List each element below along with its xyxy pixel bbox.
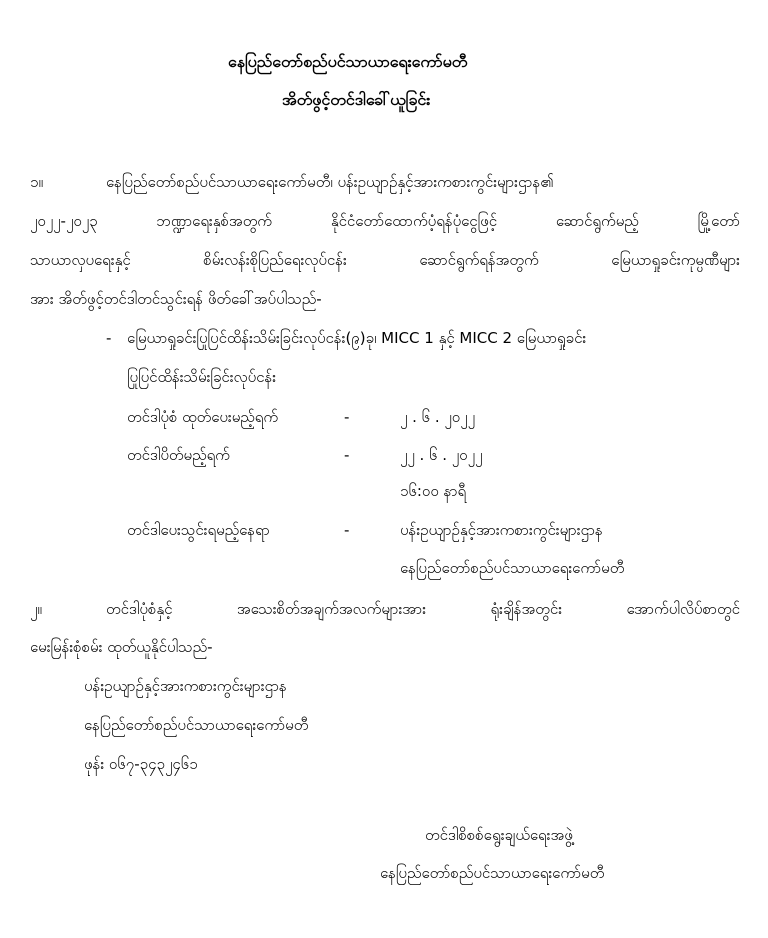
section-1-number: ၁။ [30,173,43,191]
section-2-line-2: မေးမြန်းစုံစမ်း ထုတ်ယူနိုင်ပါသည်- [30,638,213,656]
item-line-2: ပြုပြင်ထိန်းသိမ်းခြင်းလုပ်ငန်း [127,368,277,386]
signature-line-2: နေပြည်တော်စည်ပင်သာယာရေးကော်မတီ [380,864,605,882]
section-1-line-1: နေပြည်တော်စည်ပင်သာယာရေးကော်မတီ၊ ပန်းဥယျာဉ်နှင့်အားကစားကွင်းများဌာန၏ [106,173,554,191]
section-1-line-2: ၂၀၂၂-၂၀၂၃ ဘဏ္ဍာရေးနှစ်အတွက် နိုင်ငံတော်ထောက်ပံ့ရန်ပုံငွေဖြင့် ဆောင်ရွက်မည့် မြို့တော် [30,212,740,230]
detail-close-time: ၁၆:၀၀ နာရီ [400,482,467,500]
contact-phone: ဖုန်း ၀၆၇-၃၄၃၂၄၆၁ [84,755,198,773]
detail-place-label: တင်ဒါပေးသွင်းရမည့်နေရာ [127,521,270,539]
section-2-line-1: တင်ဒါပုံစံနှင့် အသေးစိတ်အချက်အလက်များအား ရုံးချိန်အတွင်း အောက်ပါလိပ်စာတွင် [106,600,740,618]
detail-place-value: ပန်းဥယျာဉ်နှင့်အားကစားကွင်းများဌာန [400,521,603,539]
item-dash: - [106,329,112,347]
detail-close-value: ၂၂ . ၆ . ၂၀၂၂ [400,446,483,464]
detail-place-sep: - [344,521,350,539]
page-subtitle: အိတ်ဖွင့်တင်ဒါခေါ်ယူခြင်း [282,90,431,109]
detail-issue-sep: - [344,408,350,426]
detail-close-sep: - [344,446,350,464]
detail-issue-value: ၂ . ၆ . ၂၀၂၂ [400,408,475,426]
section-1-line-4: အား အိတ်ဖွင့်တင်ဒါတင်သွင်းရန် ဖိတ်ခေါ်အပ်ပါသည်- [30,290,322,308]
signature-line-1: တင်ဒါစိစစ်ရွေးချယ်ရေးအဖွဲ့ [425,826,573,844]
contact-dept: ပန်းဥယျာဉ်နှင့်အားကစားကွင်းများဌာန [84,677,287,695]
detail-place-value-2: နေပြည်တော်စည်ပင်သာယာရေးကော်မတီ [400,559,625,577]
section-2-number: ၂။ [30,600,42,618]
detail-issue-label: တင်ဒါပုံစံ ထုတ်ပေးမည့်ရက် [127,408,279,426]
item-line-1: မြေယာရှုခင်းပြုပြင်ထိန်းသိမ်းခြင်းလုပ်ငန်း(၉)ခု၊ MICC 1 နှင့် MICC 2 မြေယာရှုခင်း [127,329,587,347]
contact-committee: နေပြည်တော်စည်ပင်သာယာရေးကော်မတီ [84,716,309,734]
detail-close-label: တင်ဒါပိတ်မည့်ရက် [127,446,230,464]
section-1-line-3: သာယာလှပရေးနှင့် စိမ်းလန်းစိုပြည်ရေးလုပ်ငန်း ဆောင်ရွက်ရန်အတွက် မြေယာရှုခင်းကုမ္ပဏီများ [30,251,740,269]
page-title: နေပြည်တော်စည်ပင်သာယာရေးကော်မတီ [228,52,468,71]
